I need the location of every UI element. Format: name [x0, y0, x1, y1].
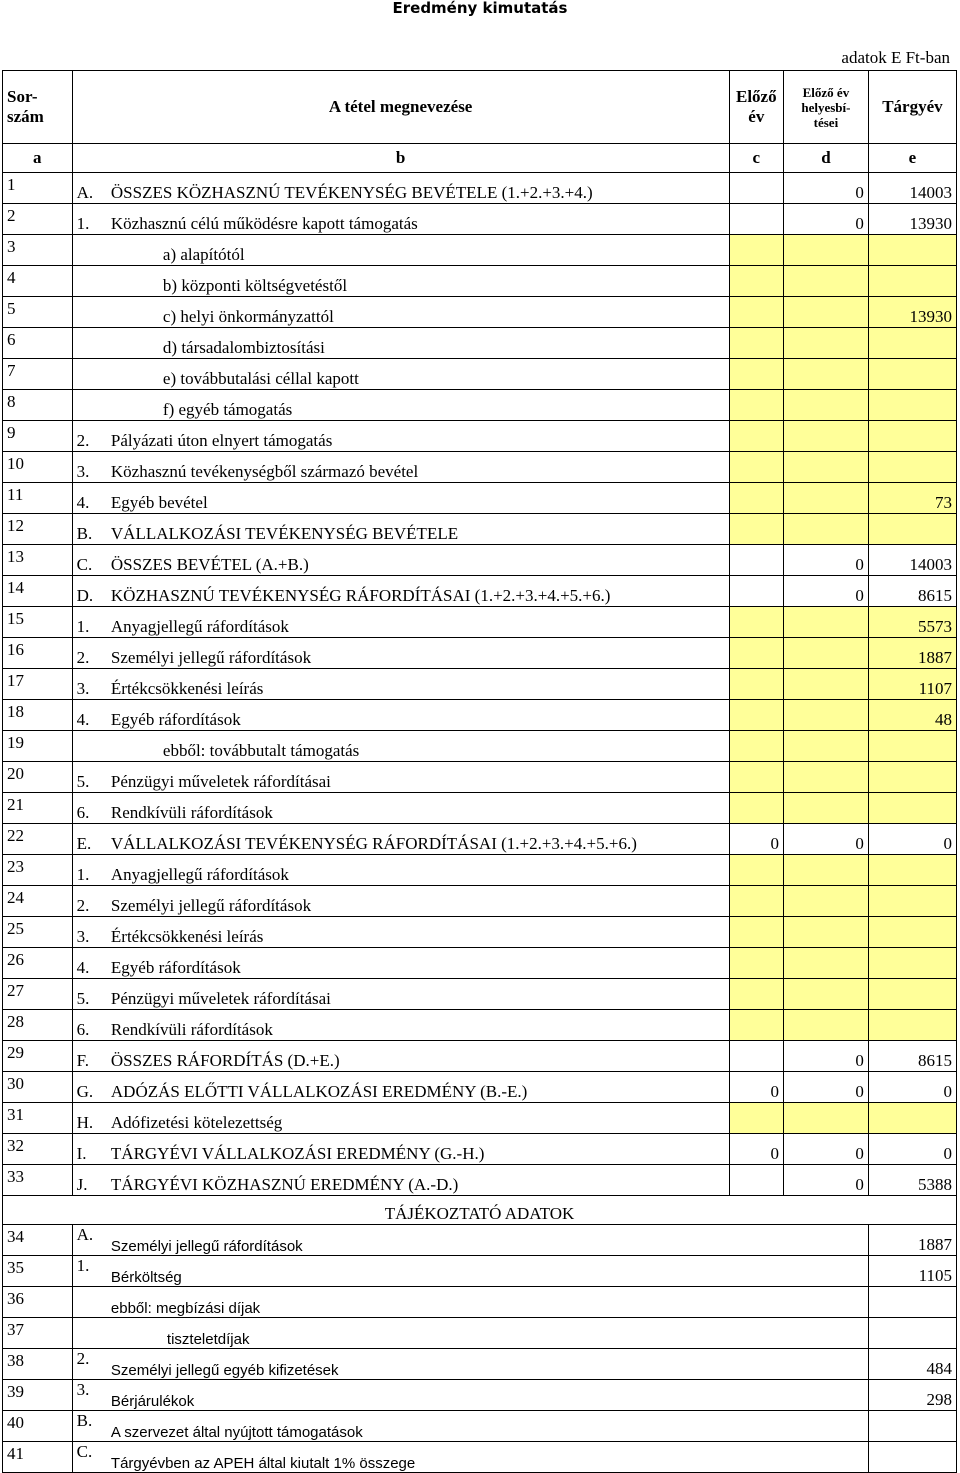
row-label: Közhasznú tevékenységből származó bevétel	[107, 452, 729, 483]
row-prefix: B.	[72, 1411, 107, 1442]
value-d: 0	[784, 545, 869, 576]
row-label: Bérjárulékok	[107, 1380, 868, 1411]
table-row	[3, 1165, 957, 1196]
row-number: 12	[3, 514, 73, 545]
row-label: Egyéb ráfordítások	[107, 700, 729, 731]
value-c[interactable]	[729, 359, 783, 390]
row-prefix: 3.	[72, 452, 107, 483]
row-label: ebből: megbízási díjak	[107, 1287, 868, 1318]
value-e[interactable]	[868, 731, 956, 762]
row-label: ÖSSZES RÁFORDÍTÁS (D.+E.)	[107, 1041, 729, 1072]
value-d: 0	[784, 824, 869, 855]
row-number: 2	[3, 204, 73, 235]
row-label: ADÓZÁS ELŐTTI VÁLLALKOZÁSI EREDMÉNY (B.-E.)	[107, 1072, 729, 1103]
table-row	[3, 390, 957, 421]
row-number: 29	[3, 1041, 73, 1072]
table-row	[3, 1134, 957, 1165]
row-label: Pénzügyi műveletek ráfordításai	[107, 979, 729, 1010]
row-label: Pénzügyi műveletek ráfordításai	[107, 762, 729, 793]
row-label: e) továbbutalási céllal kapott	[107, 359, 729, 390]
row-prefix: 4.	[72, 948, 107, 979]
row-label: A szervezet által nyújtott támogatások	[107, 1411, 868, 1442]
row-label: Anyagjellegű ráfordítások	[107, 855, 729, 886]
value-e[interactable]	[868, 266, 956, 297]
row-number: 3	[3, 235, 73, 266]
value-c: 0	[729, 824, 783, 855]
value-c[interactable]	[729, 421, 783, 452]
value-c[interactable]	[729, 607, 783, 638]
row-number: 32	[3, 1134, 73, 1165]
info-section-title: TÁJÉKOZTATÓ ADATOK	[3, 1196, 957, 1225]
value-e: 0	[868, 1134, 956, 1165]
row-prefix: 3.	[72, 1380, 107, 1411]
value-d[interactable]	[784, 700, 869, 731]
value-d[interactable]	[784, 855, 869, 886]
table-row	[3, 762, 957, 793]
value-e[interactable]: 5573	[868, 607, 956, 638]
row-label: Személyi jellegű ráfordítások	[107, 886, 729, 917]
column-letter: e	[868, 144, 956, 173]
row-prefix: 6.	[72, 1010, 107, 1041]
value-c[interactable]	[729, 452, 783, 483]
value-c[interactable]	[729, 731, 783, 762]
row-number: 17	[3, 669, 73, 700]
value-e[interactable]	[868, 514, 956, 545]
table-body	[3, 144, 957, 1473]
value-e[interactable]	[868, 452, 956, 483]
table-row	[3, 483, 957, 514]
row-number: 14	[3, 576, 73, 607]
table-row	[3, 886, 957, 917]
row-number: 39	[3, 1380, 73, 1411]
value-d[interactable]	[784, 297, 869, 328]
row-label: Pályázati úton elnyert támogatás	[107, 421, 729, 452]
value-c	[729, 173, 783, 204]
value-c[interactable]	[729, 297, 783, 328]
value-c[interactable]	[729, 762, 783, 793]
info-row	[3, 1256, 957, 1287]
value-d[interactable]	[784, 979, 869, 1010]
row-prefix	[72, 1287, 107, 1318]
units-note: adatok E Ft-ban	[841, 48, 950, 67]
row-label: b) központi költségvetéstől	[107, 266, 729, 297]
value-e[interactable]	[868, 979, 956, 1010]
table-row	[3, 793, 957, 824]
value-c[interactable]	[729, 483, 783, 514]
row-label: VÁLLALKOZÁSI TEVÉKENYSÉG RÁFORDÍTÁSAI (1.+2.+3.+4.+5.+6.)	[107, 824, 729, 855]
value-c[interactable]	[729, 1010, 783, 1041]
value-c	[729, 545, 783, 576]
row-label: Közhasznú célú működésre kapott támogatás	[107, 204, 729, 235]
table-row	[3, 204, 957, 235]
value-e: 0	[868, 1072, 956, 1103]
value-e[interactable]: 1107	[868, 669, 956, 700]
value-e[interactable]	[868, 793, 956, 824]
value-d[interactable]	[784, 421, 869, 452]
row-number: 13	[3, 545, 73, 576]
value-c: 0	[729, 1134, 783, 1165]
value-d[interactable]	[784, 483, 869, 514]
value-c[interactable]	[729, 886, 783, 917]
value-e: 298	[868, 1380, 956, 1411]
value-d: 0	[784, 173, 869, 204]
row-prefix: C.	[72, 545, 107, 576]
row-number: 7	[3, 359, 73, 390]
value-e[interactable]: 13930	[868, 297, 956, 328]
table-row	[3, 607, 957, 638]
row-label: Adófizetési kötelezettség	[107, 1103, 729, 1134]
row-number: 18	[3, 700, 73, 731]
row-prefix: D.	[72, 576, 107, 607]
table-row	[3, 173, 957, 204]
value-d[interactable]	[784, 390, 869, 421]
table-row	[3, 328, 957, 359]
value-d[interactable]	[784, 1010, 869, 1041]
row-label: TÁRGYÉVI VÁLLALKOZÁSI EREDMÉNY (G.-H.)	[107, 1134, 729, 1165]
row-label: Egyéb ráfordítások	[107, 948, 729, 979]
value-d[interactable]	[784, 948, 869, 979]
value-c	[729, 576, 783, 607]
column-letters-row	[3, 144, 957, 173]
value-e: 14003	[868, 173, 956, 204]
value-e[interactable]	[868, 1010, 956, 1041]
value-c[interactable]	[729, 266, 783, 297]
value-d[interactable]	[784, 886, 869, 917]
table-row	[3, 917, 957, 948]
info-row	[3, 1225, 957, 1256]
row-number: 38	[3, 1349, 73, 1380]
row-prefix	[72, 359, 107, 390]
row-number: 8	[3, 390, 73, 421]
value-d: 0	[784, 1134, 869, 1165]
row-label: d) társadalombiztosítási	[107, 328, 729, 359]
info-row	[3, 1380, 957, 1411]
value-c[interactable]	[729, 235, 783, 266]
row-prefix: 1.	[72, 855, 107, 886]
value-e[interactable]	[868, 917, 956, 948]
value-e[interactable]: 48	[868, 700, 956, 731]
row-prefix: A.	[72, 1225, 107, 1256]
value-d: 0	[784, 576, 869, 607]
value-c[interactable]	[729, 669, 783, 700]
value-c[interactable]	[729, 328, 783, 359]
value-e[interactable]	[868, 359, 956, 390]
table-row	[3, 297, 957, 328]
table-row	[3, 576, 957, 607]
value-d[interactable]	[784, 328, 869, 359]
row-number: 15	[3, 607, 73, 638]
table-row	[3, 1041, 957, 1072]
row-number: 27	[3, 979, 73, 1010]
row-number: 19	[3, 731, 73, 762]
info-row	[3, 1287, 957, 1318]
table-row	[3, 669, 957, 700]
row-number: 34	[3, 1225, 73, 1256]
row-prefix: 6.	[72, 793, 107, 824]
value-d[interactable]	[784, 638, 869, 669]
value-c	[729, 1165, 783, 1196]
value-e: 0	[868, 824, 956, 855]
row-label: TÁRGYÉVI KÖZHASZNÚ EREDMÉNY (A.-D.)	[107, 1165, 729, 1196]
value-e: 1105	[868, 1256, 956, 1287]
row-number: 36	[3, 1287, 73, 1318]
row-label: c) helyi önkormányzattól	[107, 297, 729, 328]
info-row	[3, 1442, 957, 1473]
row-label: Rendkívüli ráfordítások	[107, 793, 729, 824]
value-e[interactable]	[868, 948, 956, 979]
row-prefix: 3.	[72, 669, 107, 700]
value-c[interactable]	[729, 855, 783, 886]
row-label: Értékcsökkenési leírás	[107, 669, 729, 700]
row-label: KÖZHASZNÚ TEVÉKENYSÉG RÁFORDÍTÁSAI (1.+2.+3.+4.+5.+6.)	[107, 576, 729, 607]
row-label: ÖSSZES KÖZHASZNÚ TEVÉKENYSÉG BEVÉTELE (1.+2.+3.+4.)	[107, 173, 729, 204]
row-prefix: I.	[72, 1134, 107, 1165]
row-label: Személyi jellegű ráfordítások	[107, 1225, 868, 1256]
value-d: 0	[784, 1165, 869, 1196]
row-number: 31	[3, 1103, 73, 1134]
value-d[interactable]	[784, 917, 869, 948]
value-e[interactable]	[868, 390, 956, 421]
row-number: 35	[3, 1256, 73, 1287]
row-number: 1	[3, 173, 73, 204]
row-prefix: E.	[72, 824, 107, 855]
table-row	[3, 359, 957, 390]
value-c[interactable]	[729, 917, 783, 948]
value-d[interactable]	[784, 452, 869, 483]
row-number: 21	[3, 793, 73, 824]
row-number: 5	[3, 297, 73, 328]
row-number: 9	[3, 421, 73, 452]
header-sorszam: Sor- szám	[3, 71, 73, 144]
table-row	[3, 266, 957, 297]
table-row	[3, 1010, 957, 1041]
row-prefix: H.	[72, 1103, 107, 1134]
value-c[interactable]	[729, 638, 783, 669]
row-label: Tárgyévben az APEH által kiutalt 1% összege	[107, 1442, 868, 1473]
value-e[interactable]	[868, 886, 956, 917]
row-prefix: 4.	[72, 483, 107, 514]
value-e: 8615	[868, 576, 956, 607]
row-prefix: 1.	[72, 204, 107, 235]
header-elozo: Előző év	[729, 71, 783, 144]
row-prefix: 2.	[72, 1349, 107, 1380]
value-e[interactable]	[868, 328, 956, 359]
value-e[interactable]	[868, 1103, 956, 1134]
income-statement-table	[2, 70, 957, 1473]
value-e: 484	[868, 1349, 956, 1380]
row-number: 11	[3, 483, 73, 514]
row-number: 4	[3, 266, 73, 297]
header-helyesbitesei: Előző év helyesbí- tései	[784, 71, 869, 144]
row-label: ÖSSZES BEVÉTEL (A.+B.)	[107, 545, 729, 576]
row-prefix: 2.	[72, 421, 107, 452]
value-c	[729, 1041, 783, 1072]
table-row	[3, 948, 957, 979]
value-e: 13930	[868, 204, 956, 235]
row-prefix: G.	[72, 1072, 107, 1103]
table-row	[3, 421, 957, 452]
row-label: Anyagjellegű ráfordítások	[107, 607, 729, 638]
row-number: 33	[3, 1165, 73, 1196]
row-number: 26	[3, 948, 73, 979]
table-row	[3, 855, 957, 886]
row-prefix: F.	[72, 1041, 107, 1072]
row-prefix: 5.	[72, 979, 107, 1010]
value-d[interactable]	[784, 607, 869, 638]
value-d[interactable]	[784, 731, 869, 762]
row-prefix: 5.	[72, 762, 107, 793]
info-row	[3, 1318, 957, 1349]
row-prefix: J.	[72, 1165, 107, 1196]
row-prefix: 4.	[72, 700, 107, 731]
row-number: 30	[3, 1072, 73, 1103]
row-number: 25	[3, 917, 73, 948]
header-name: A tétel megnevezése	[72, 71, 729, 144]
row-prefix: 3.	[72, 917, 107, 948]
row-number: 40	[3, 1411, 73, 1442]
row-number: 22	[3, 824, 73, 855]
table-row	[3, 638, 957, 669]
table-row	[3, 1072, 957, 1103]
document-title: Eredmény kimutatás	[392, 0, 568, 17]
value-e: 14003	[868, 545, 956, 576]
value-c[interactable]	[729, 700, 783, 731]
table-row	[3, 824, 957, 855]
row-label: Értékcsökkenési leírás	[107, 917, 729, 948]
value-c: 0	[729, 1072, 783, 1103]
column-letter: c	[729, 144, 783, 173]
value-e[interactable]	[868, 762, 956, 793]
value-e	[868, 1287, 956, 1318]
row-label: Személyi jellegű ráfordítások	[107, 638, 729, 669]
value-c	[729, 204, 783, 235]
table-row	[3, 700, 957, 731]
column-letter: a	[3, 144, 73, 173]
header-row	[3, 71, 957, 144]
row-number: 10	[3, 452, 73, 483]
value-c[interactable]	[729, 948, 783, 979]
value-d: 0	[784, 1072, 869, 1103]
row-number: 28	[3, 1010, 73, 1041]
row-prefix	[72, 266, 107, 297]
table-row	[3, 731, 957, 762]
row-label: a) alapítótól	[107, 235, 729, 266]
table-row	[3, 545, 957, 576]
value-c[interactable]	[729, 793, 783, 824]
row-label: VÁLLALKOZÁSI TEVÉKENYSÉG BEVÉTELE	[107, 514, 729, 545]
column-letter: d	[784, 144, 869, 173]
row-label: Egyéb bevétel	[107, 483, 729, 514]
row-prefix: B.	[72, 514, 107, 545]
value-c[interactable]	[729, 1103, 783, 1134]
value-c[interactable]	[729, 979, 783, 1010]
value-d[interactable]	[784, 1103, 869, 1134]
row-number: 16	[3, 638, 73, 669]
table-row	[3, 452, 957, 483]
value-e: 1887	[868, 1225, 956, 1256]
value-e	[868, 1442, 956, 1473]
value-e[interactable]	[868, 855, 956, 886]
value-c[interactable]	[729, 390, 783, 421]
row-prefix: A.	[72, 173, 107, 204]
row-prefix: 2.	[72, 886, 107, 917]
row-prefix: 2.	[72, 638, 107, 669]
row-number: 23	[3, 855, 73, 886]
info-row	[3, 1411, 957, 1442]
row-prefix: 1.	[72, 607, 107, 638]
value-d: 0	[784, 204, 869, 235]
value-e: 5388	[868, 1165, 956, 1196]
info-section-row	[3, 1196, 957, 1225]
value-e	[868, 1318, 956, 1349]
table-row	[3, 979, 957, 1010]
value-d[interactable]	[784, 514, 869, 545]
table-row	[3, 1103, 957, 1134]
row-label: f) egyéb támogatás	[107, 390, 729, 421]
value-e: 8615	[868, 1041, 956, 1072]
row-number: 37	[3, 1318, 73, 1349]
row-label: Személyi jellegű egyéb kifizetések	[107, 1349, 868, 1380]
value-c[interactable]	[729, 514, 783, 545]
row-number: 24	[3, 886, 73, 917]
value-e[interactable]: 73	[868, 483, 956, 514]
row-label: Rendkívüli ráfordítások	[107, 1010, 729, 1041]
table-row	[3, 514, 957, 545]
value-d[interactable]	[784, 793, 869, 824]
row-prefix	[72, 731, 107, 762]
row-prefix	[72, 235, 107, 266]
row-prefix	[72, 297, 107, 328]
row-number: 20	[3, 762, 73, 793]
value-e[interactable]: 1887	[868, 638, 956, 669]
row-label: Bérköltség	[107, 1256, 868, 1287]
row-prefix	[72, 328, 107, 359]
row-prefix: 1.	[72, 1256, 107, 1287]
value-e	[868, 1411, 956, 1442]
value-e[interactable]	[868, 235, 956, 266]
row-prefix	[72, 390, 107, 421]
info-row	[3, 1349, 957, 1380]
value-d: 0	[784, 1041, 869, 1072]
row-prefix	[72, 1318, 107, 1349]
value-d[interactable]	[784, 762, 869, 793]
row-prefix: C.	[72, 1442, 107, 1473]
value-d[interactable]	[784, 669, 869, 700]
row-label: ebből: továbbutalt támogatás	[107, 731, 729, 762]
table-row	[3, 235, 957, 266]
column-letter: b	[72, 144, 729, 173]
row-number: 41	[3, 1442, 73, 1473]
header-targyev: Tárgyév	[868, 71, 956, 144]
row-label: tiszteletdíjak	[107, 1318, 868, 1349]
value-d[interactable]	[784, 266, 869, 297]
row-number: 6	[3, 328, 73, 359]
value-e[interactable]	[868, 421, 956, 452]
value-d[interactable]	[784, 359, 869, 390]
value-d[interactable]	[784, 235, 869, 266]
